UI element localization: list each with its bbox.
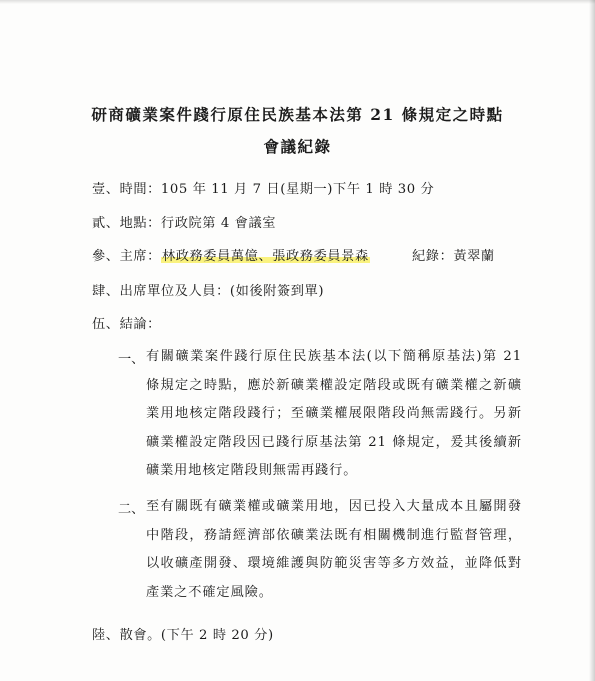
scan-top-shadow: [0, 0, 595, 4]
conclusion-2-text: 至有關既有礦業權或礦業用地，因已投入大量成本且屬開發中階段，務請經濟部依礦業法既有相關機制進行監督管理，以收礦產開發、環境維護與防範災害等多方效益，並降低對產業之不確定風險。: [146, 499, 522, 600]
conclusion-1-number: 一、: [118, 352, 145, 367]
meeting-adjourn: 陸、散會。(下午 2 時 20 分): [92, 628, 274, 643]
document-subtitle: 會議紀錄: [263, 137, 332, 156]
meeting-time: 壹、時間：105 年 11 月 7 日(星期一)下午 1 時 30 分: [92, 182, 435, 197]
meeting-recorder: 紀錄：黃翠蘭: [412, 249, 495, 264]
meeting-chair: [92, 245, 370, 264]
meeting-attendees: 肆、出席單位及人員：(如後附簽到單): [92, 284, 325, 299]
conclusion-heading: 伍、結論：: [92, 317, 161, 332]
meeting-place: 貳、地點：行政院第 4 會議室: [92, 216, 277, 231]
chair-label: 參、主席：: [92, 249, 161, 264]
conclusion-1-text: 有關礦業案件踐行原住民族基本法(以下簡稱原基法)第 21 條規定之時點，應於新礦業權設定階段或既有礦業權之新礦業用地核定階段踐行；至礦業權展限階段尚無需踐行。另新礦業權設定階段因已踐行原基法第 21 條規定，爰其後續新礦業用地核定階段則無需再踐行。: [146, 349, 522, 479]
conclusion-2-number: 二、: [118, 502, 145, 517]
chair-names-highlighted: 林政務委員萬億、張政務委員景森: [161, 249, 369, 264]
document-title: 研商礦業案件踐行原住民族基本法第 21 條規定之時點: [91, 105, 504, 124]
